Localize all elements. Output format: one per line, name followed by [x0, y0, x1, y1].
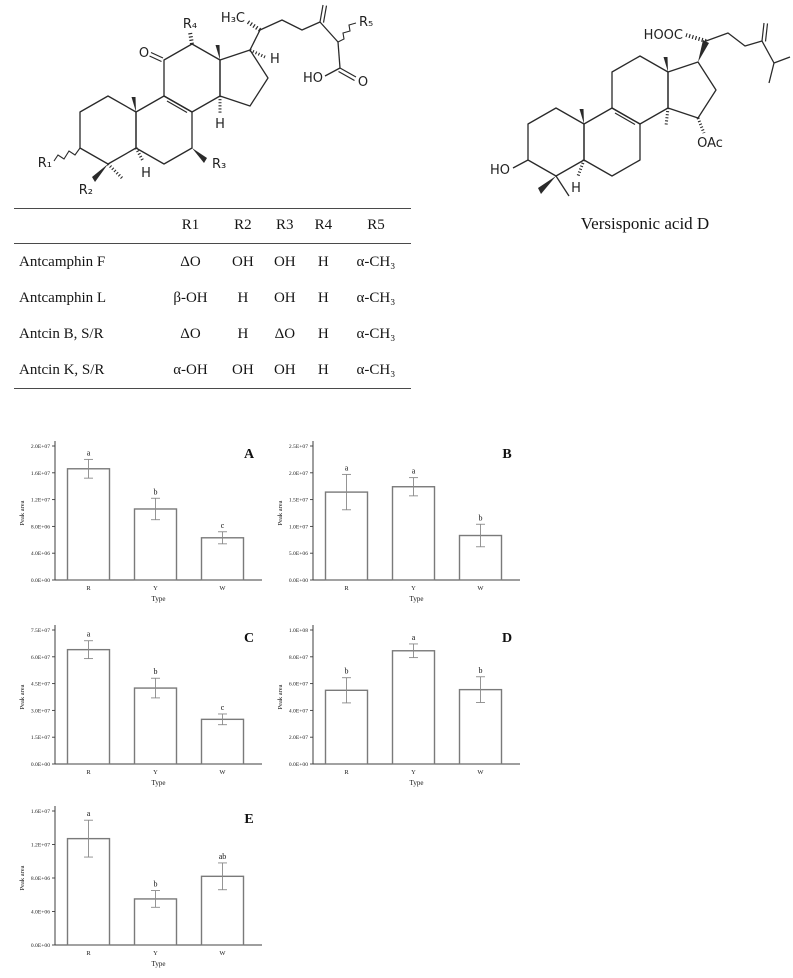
h3c-label: H₃C — [220, 11, 245, 26]
panel-letter: E — [244, 812, 254, 827]
y-tick-label: 8.0E+07 — [288, 654, 308, 661]
x-category-label: W — [219, 585, 226, 592]
bar — [135, 688, 177, 764]
x-category-label: R — [86, 585, 91, 592]
x-category-label: Y — [153, 585, 158, 592]
table-cell: α-CH₃ — [356, 361, 396, 378]
sig-letter: ab — [218, 851, 227, 861]
y-axis-title: Peak area — [19, 684, 26, 710]
sig-letter: b — [344, 666, 349, 676]
bar-chart-panel-d — [273, 612, 525, 794]
y-tick-label: 3.0E+07 — [30, 708, 50, 715]
column-header: R5 — [341, 209, 411, 244]
sig-letter: b — [153, 667, 158, 677]
y-tick-label: 7.5E+07 — [30, 628, 50, 634]
antcin-skeleton-structure — [10, 0, 400, 206]
r3-label: R₃ — [212, 157, 227, 172]
x-category-label: W — [477, 585, 484, 592]
table-cell: Antcin B, S/R — [19, 325, 104, 342]
y-tick-label: 0.0E+00 — [288, 578, 308, 584]
column-header: R3 — [264, 209, 306, 244]
table-cell: α-CH₃ — [356, 253, 396, 270]
r5-label: R₅ — [359, 15, 374, 30]
y-tick-label: 1.0E+07 — [288, 524, 308, 531]
table-cell: ΔO — [180, 325, 201, 342]
substituent-table — [14, 208, 411, 389]
y-axis-title: Peak area — [277, 500, 284, 526]
bar-chart-panel-a — [15, 428, 267, 610]
y-tick-label: 0.0E+00 — [30, 578, 50, 584]
table-cell: ΔO — [274, 325, 296, 342]
y-tick-label: 1.2E+07 — [30, 842, 50, 849]
y-tick-label: 4.5E+07 — [30, 681, 50, 688]
bar — [68, 469, 110, 580]
ketone-oxygen-label: O — [138, 46, 150, 61]
c5-h-label: H — [141, 166, 151, 181]
y-tick-label: 6.0E+07 — [288, 681, 308, 688]
x-category-label: W — [219, 769, 226, 776]
bar-chart-panel-c — [15, 612, 267, 794]
c5-h-label: H — [571, 181, 581, 196]
y-tick-label: 5.0E+06 — [288, 551, 308, 558]
oac-label: OAc — [697, 136, 723, 151]
sig-letter: a — [86, 809, 91, 819]
bar-chart-svg — [15, 612, 267, 794]
table-cell: α-CH₃ — [356, 289, 396, 306]
bar-chart-svg — [273, 428, 525, 610]
ho-label: HO — [302, 71, 323, 86]
column-header: R4 — [306, 209, 341, 244]
bar — [202, 719, 244, 764]
y-tick-label: 2.0E+07 — [30, 444, 50, 450]
y-tick-label: 4.0E+06 — [30, 909, 50, 916]
table-cell: OH — [273, 253, 296, 270]
x-axis-title: Type — [151, 595, 166, 603]
y-tick-label: 6.0E+07 — [30, 654, 50, 661]
bar — [393, 487, 435, 580]
x-axis-title: Type — [409, 779, 424, 787]
y-tick-label: 2.5E+07 — [288, 444, 308, 450]
x-axis-title: Type — [151, 960, 166, 968]
y-axis-title: Peak area — [19, 865, 26, 891]
sig-letter: b — [153, 879, 158, 889]
x-category-label: R — [86, 950, 91, 957]
x-category-label: R — [344, 769, 349, 776]
x-axis-title: Type — [151, 779, 166, 787]
table-cell: OH — [232, 361, 254, 378]
table-cell: H — [237, 325, 249, 342]
x-category-label: Y — [153, 769, 158, 776]
table-header-row — [14, 209, 411, 244]
table-row — [14, 316, 411, 352]
x-category-label: W — [477, 769, 484, 776]
sig-letter: b — [478, 665, 483, 675]
y-tick-label: 1.6E+07 — [30, 470, 50, 477]
y-tick-label: 0.0E+00 — [288, 762, 308, 768]
y-tick-label: 8.0E+06 — [30, 876, 50, 882]
sig-letter: a — [344, 463, 349, 473]
table-cell: H — [317, 361, 329, 378]
column-header: R1 — [159, 209, 222, 244]
c17-h-label: H — [270, 52, 280, 67]
table-cell: Antcamphin L — [19, 289, 107, 306]
bar-chart-panel-b — [273, 428, 525, 610]
y-tick-label: 1.5E+07 — [30, 735, 50, 742]
y-tick-label: 8.0E+06 — [30, 524, 50, 531]
y-tick-label: 4.0E+07 — [288, 708, 308, 715]
y-tick-label: 0.0E+00 — [30, 762, 50, 768]
structure-caption: Versisponic acid D — [580, 214, 710, 233]
x-category-label: Y — [411, 585, 416, 592]
r2-label: R₂ — [78, 183, 93, 198]
sig-letter: c — [220, 702, 225, 712]
sig-letter: b — [153, 487, 158, 497]
y-tick-label: 1.5E+07 — [288, 497, 308, 504]
table-cell: Antcin K, S/R — [19, 361, 105, 378]
bar — [68, 650, 110, 764]
table-cell: H — [317, 253, 329, 270]
x-axis-title: Type — [409, 595, 424, 603]
table-cell: OH — [232, 253, 254, 270]
sig-letter: c — [220, 520, 225, 530]
versisponic-acid-block — [470, 16, 792, 234]
panel-letter: B — [502, 447, 512, 462]
bar-chart-panel-e — [15, 793, 267, 975]
r1-label: R₁ — [37, 156, 52, 171]
table-cell: β-OH — [173, 289, 208, 306]
sig-letter: a — [86, 448, 91, 458]
versisponic-acid-structure — [470, 16, 792, 208]
bar-chart-svg — [273, 612, 525, 794]
table-cell: H — [317, 289, 329, 306]
table-cell: H — [237, 289, 249, 306]
sig-letter: a — [411, 632, 416, 642]
y-tick-label: 1.6E+07 — [30, 809, 50, 815]
panel-letter: A — [243, 447, 255, 462]
sig-letter: a — [86, 629, 91, 639]
y-tick-label: 1.0E+08 — [288, 628, 308, 634]
bar — [393, 651, 435, 764]
y-tick-label: 4.0E+06 — [30, 551, 50, 558]
panel-letter: D — [501, 631, 513, 646]
bar-chart-svg — [15, 793, 267, 975]
table-cell: Antcamphin F — [19, 253, 106, 270]
table-cell: OH — [273, 361, 296, 378]
x-category-label: R — [86, 769, 91, 776]
x-category-label: W — [219, 950, 226, 957]
table-cell: α-OH — [173, 361, 208, 378]
r4-label: R₄ — [182, 17, 198, 32]
table-cell: H — [317, 325, 329, 342]
y-axis-title: Peak area — [277, 684, 284, 710]
table-row — [14, 244, 411, 281]
x-category-label: Y — [153, 950, 158, 957]
acid-oxygen-label: O — [357, 75, 369, 90]
bar-chart-svg — [15, 428, 267, 610]
ho-label: HO — [489, 163, 510, 178]
sig-letter: a — [411, 466, 416, 476]
hooc-label: HOOC — [643, 28, 683, 43]
y-tick-label: 0.0E+00 — [30, 943, 50, 949]
table-row — [14, 352, 411, 389]
panel-letter: C — [243, 631, 255, 646]
table-cell: OH — [273, 289, 296, 306]
y-axis-title: Peak area — [19, 500, 26, 526]
x-category-label: R — [344, 585, 349, 592]
column-header: R2 — [222, 209, 264, 244]
table-row — [14, 280, 411, 316]
y-tick-label: 2.0E+07 — [288, 470, 308, 477]
column-header — [14, 209, 159, 244]
c14-h-label: H — [215, 117, 225, 132]
table-cell: α-CH₃ — [356, 325, 396, 342]
y-tick-label: 1.2E+07 — [30, 497, 50, 504]
x-category-label: Y — [411, 769, 416, 776]
y-tick-label: 2.0E+07 — [288, 735, 308, 742]
sig-letter: b — [478, 513, 483, 523]
table-cell: ΔO — [180, 253, 201, 270]
